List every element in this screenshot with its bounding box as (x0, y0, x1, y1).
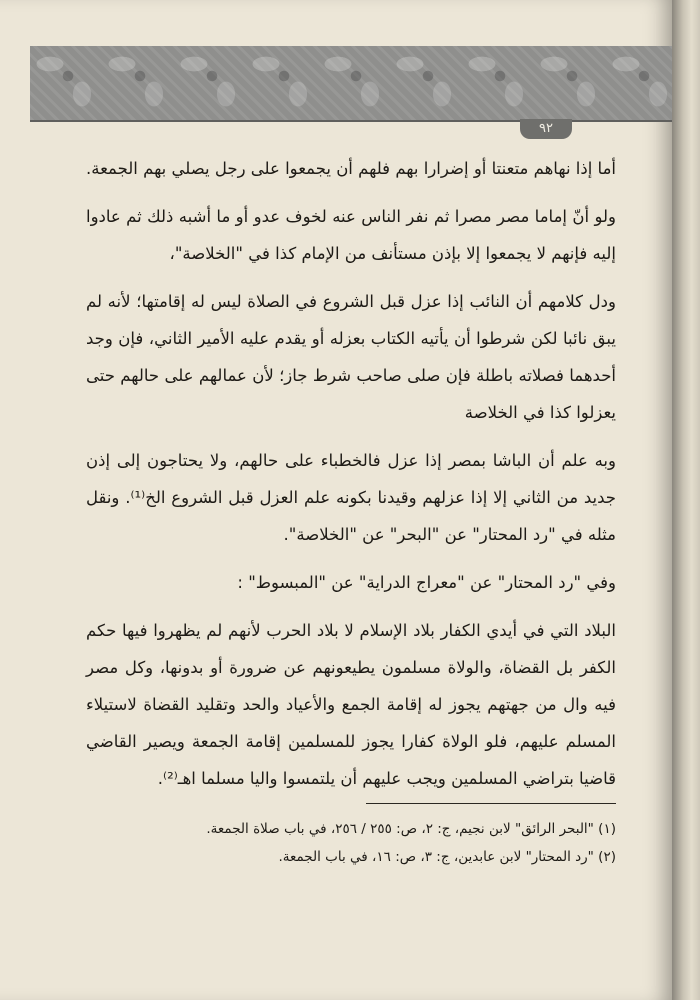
paragraph: أما إذا نهاهم متعنتا أو إضرارا بهم فلهم أن يجمعوا على رجل يصلي بهم الجمعة. (86, 159, 616, 178)
footnote: (١) "البحر الرائق" لابن نجيم، ج: ٢، ص: ٢٥٥ / ٢٥٦، في باب صلاة الجمعة. (206, 821, 616, 837)
quoted-paragraph: البلاد التي في أيدي الكفار بلاد الإسلام لا بلاد الحرب لأنهم لم يظهروا فيها حكم الكفر بل القضاة، والولاة مسلمون يطيعونهم عن ضرورة أو بدونها، وكل مصر فيه وال من جهتهم يجوز له إقامة الجمع والأعياد والحد وتقليد القضاة لاستيلاء المسلم عليهم، فلو الولاة كفارا يجوز للمسلمين إقامة الجمعة ويصير القاضي قاضيا بتراضي المسلمين ويجب عليهم أن يلتمسوا واليا مسلما اهـ⁽²⁾. (86, 621, 616, 788)
footnotes (86, 815, 616, 871)
quote-intro: وفي "رد المحتار" عن "معراج الدراية" عن "المبسوط" : (237, 573, 616, 592)
paragraph: وبه علم أن الباشا بمصر إذا عزل فالخطباء على حالهم، ولا يحتاجون إلى إذن جديد من الثاني إلا إذا عزلهم وقيدنا بكونه علم العزل قبل الشروع الخ⁽¹⁾. ونقل مثله في "رد المحتار" عن "البحر" عن "الخلاصة". (86, 451, 616, 544)
page-number: ٩٢ (520, 119, 572, 139)
footnote-separator (366, 803, 616, 804)
ornamental-header-banner (30, 46, 672, 122)
paragraph: ولو أنّ إماما مصر مصرا ثم نفر الناس عنه لخوف عدو أو ما أشبه ذلك ثم عادوا إليه فإنهم لا يجمعوا إلا بإذن مستأنف من الإمام كذا في "الخلاصة"، (86, 207, 616, 263)
paragraph: ودل كلامهم أن النائب إذا عزل قبل الشروع في الصلاة ليس له إقامتها؛ لأنه لم يبق نائبا لكن شرطوا أن يأتيه الكتاب بعزله أو يقدم عليه الأمير الثاني، فإن وجد أحدهما فصلاته باطلة فإن صلى صاحب شرط جاز؛ لأن عمالهم على حالهم حتى يعزلوا كذا في الخلاصة (86, 292, 616, 422)
footnote: (٢) "رد المحتار" لابن عابدين، ج: ٣، ص: ١٦، في باب الجمعة. (278, 849, 616, 865)
adjacent-page-edge (672, 0, 700, 1000)
body-text (86, 150, 616, 808)
